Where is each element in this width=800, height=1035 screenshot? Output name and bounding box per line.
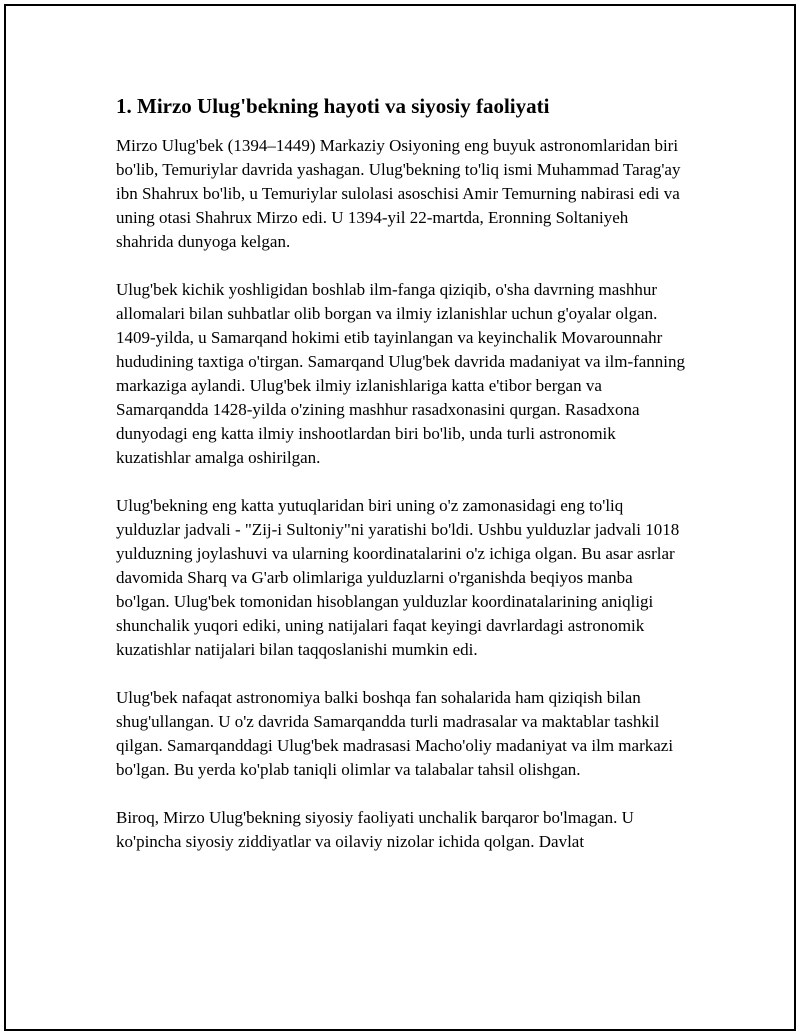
paragraph-political-activity: Biroq, Mirzo Ulug'bekning siyosiy faoliyati unchalik barqaror bo'lmagan. U ko'pincha siyosiy ziddiyatlar va oilaviy nizolar ichida qolgan. Davlat <box>116 808 634 851</box>
paragraph-star-catalog: Ulug'bekning eng katta yutuqlaridan biri uning o'z zamonasidagi eng to'liq yulduzlar jadvali - "Zij-i Sultoniy"ni yaratishi bo'ldi. Ushbu yulduzlar jadvali 1018 yulduzning joylashuvi va ularning koordinatalarini o'z ichiga olgan. Bu asar asrlar davomida Sharq va G'arb olimlariga yulduzlarni o'rganishda beqiyos manba bo'lgan. Ulug'bek tomonidan hisoblangan yulduzlar koordinatalarining aniqligi shunchalik yuqori ediki, uning natijalari faqat keyingi davrlardagi astronomik kuzatishlar natijalari bilan taqqoslanishi mumkin edi. <box>116 496 680 659</box>
paragraph-biography-intro: Mirzo Ulug'bek (1394–1449) Markaziy Osiyoning eng buyuk astronomlaridan biri bo'lib, Temuriylar davrida yashagan. Ulug'bekning to'liq ismi Muhammad Tarag'ay ibn Shahrux bo'lib, u Temuriylar sulolasi asoschisi Amir Temurning nabirasi edi va uning otasi Shahrux Mirzo edi. U 1394-yil 22-martda, Eronning Soltaniyeh shahrida dunyoga kelgan. <box>116 136 681 251</box>
paragraph-early-life-observatory: Ulug'bek kichik yoshligidan boshlab ilm-fanga qiziqib, o'sha davrning mashhur allomalari bilan suhbatlar olib borgan va ilmiy izlanishlar uchun g'oyalar olgan. 1409-yilda, u Samarqand hokimi etib tayinlangan va keyinchalik Movarounnahr hududining taxtiga o'tirgan. Samarqand Ulug'bek davrida madaniyat va ilm-fanning markaziga aylandi. Ulug'bek ilmiy izlanishlariga katta e'tibor bergan va Samarqandda 1428-yilda o'zining mashhur rasadxonasini qurgan. Rasadxona dunyodagi eng katta ilmiy inshootlardan biri bo'lib, unda turli astronomik kuzatishlar amalga oshirilgan. <box>116 280 686 467</box>
section-heading: 1. Mirzo Ulug'bekning hayoti va siyosiy faoliyati <box>116 94 550 118</box>
document-body <box>116 92 686 878</box>
paragraph-madrasas: Ulug'bek nafaqat astronomiya balki boshqa fan sohalarida ham qiziqish bilan shug'ullangan. U o'z davrida Samarqandda turli madrasalar va maktablar tashkil qilgan. Samarqanddagi Ulug'bek madrasasi Macho'oliy madaniyat va ilm markazi bo'lgan. Bu yerda ko'plab taniqli olimlar va talabalar tahsil olishgan. <box>116 688 674 779</box>
